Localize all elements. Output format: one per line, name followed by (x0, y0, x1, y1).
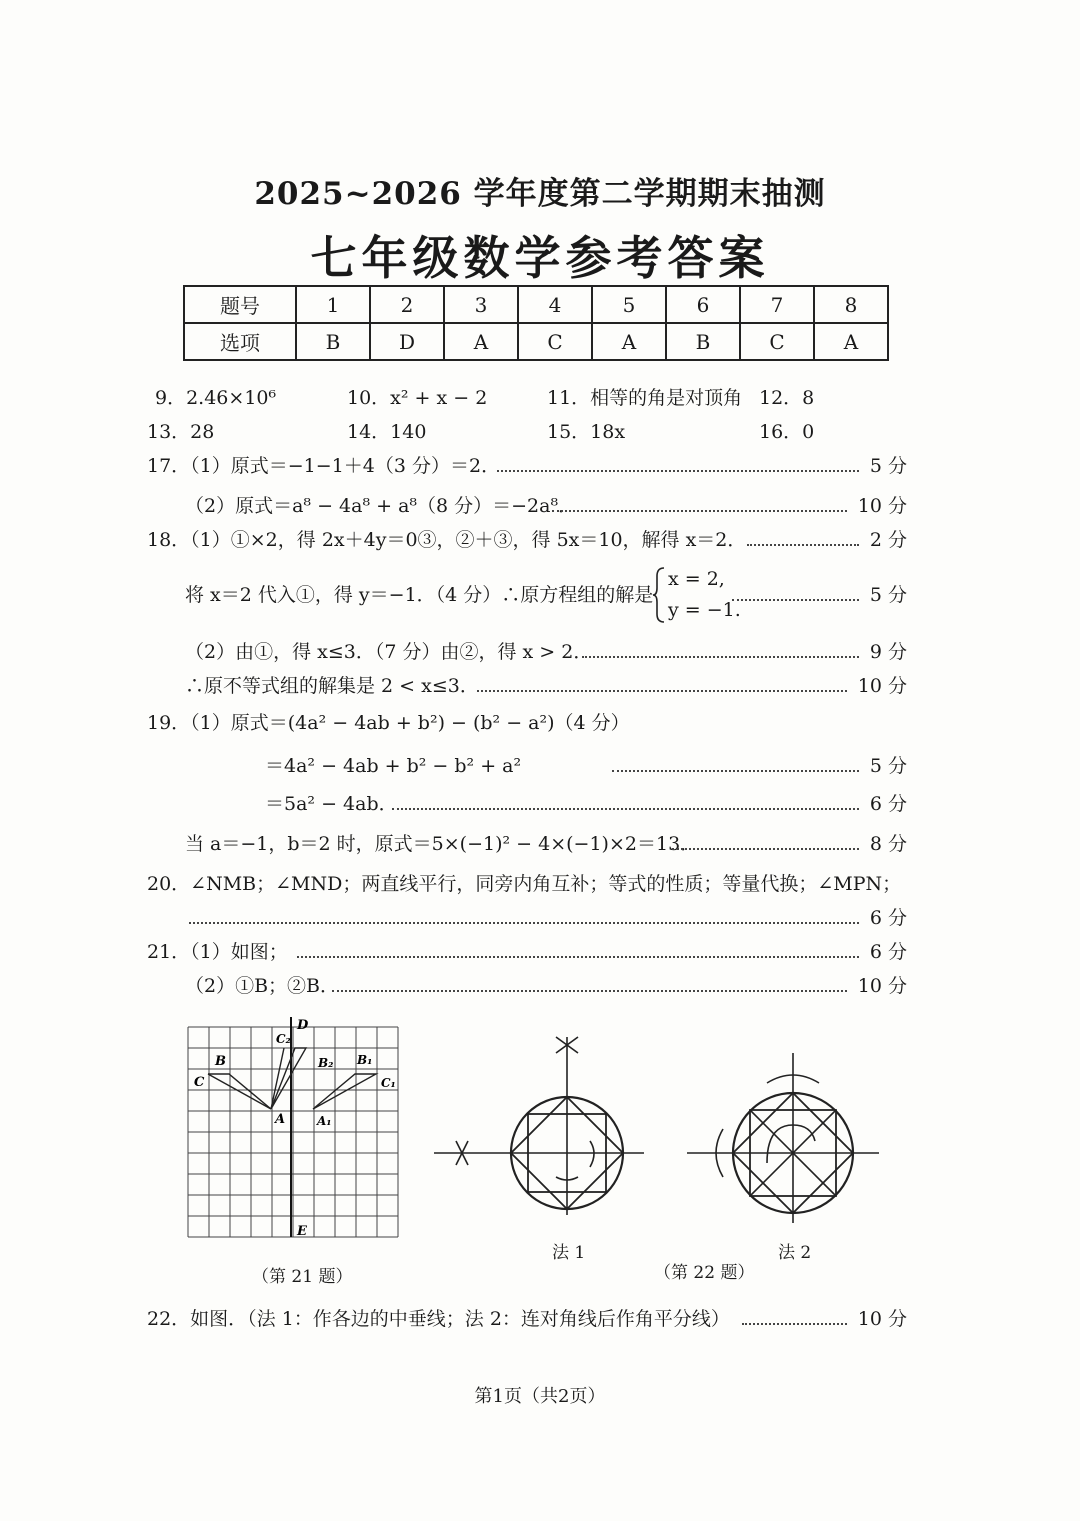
leader-dots (477, 690, 847, 692)
q19-line-2 (147, 750, 907, 782)
leader-dots (747, 544, 859, 546)
score: 2 分 (869, 529, 907, 551)
leader-dots (742, 1323, 847, 1325)
score: 6 分 (869, 907, 907, 929)
table-cell: A (592, 323, 666, 360)
label-e: E (297, 1224, 307, 1239)
q18-part2: 将 x＝2 代入①，得 y＝−1．（4 分）∴原方程组的解是 (185, 584, 654, 606)
method-1-label: 法 1 (552, 1243, 586, 1263)
system-solution-x: x = 2, (668, 568, 725, 590)
table-cell: 2 (370, 286, 444, 323)
q22-text: 22．如图．（法 1：作各边的中垂线；法 2：连对角线后作角平分线） (147, 1308, 730, 1330)
exam-title: 2025~2026 学年度第二学期期末抽测 (254, 176, 826, 212)
score: 10 分 (857, 1308, 907, 1330)
score: 5 分 (869, 755, 907, 777)
score: 5 分 (869, 455, 907, 477)
q17-part2: （2）原式＝a⁸ − 4a⁸ + a⁸（8 分）＝−2a⁸． (185, 495, 578, 517)
leader-dots (497, 470, 859, 472)
label-c1: C₁ (381, 1076, 396, 1090)
score: 10 分 (857, 675, 907, 697)
q18-part4: ∴原不等式组的解集是 2 < x≤3． (185, 675, 479, 697)
q20-text: 20．∠NMB；∠MND；两直线平行，同旁内角互补；等式的性质；等量代换；∠MPN； (147, 873, 902, 895)
q19-line-1 (147, 707, 907, 739)
choice-answer-table (183, 285, 889, 361)
answer-q11: 11．相等的角是对顶角 (547, 387, 743, 409)
q20-line-1 (147, 868, 907, 900)
table-cell: 8 (814, 286, 888, 323)
score: 8 分 (869, 833, 907, 855)
leader-dots (189, 922, 859, 924)
q18-part3: （2）由①，得 x≤3．（7 分）由②，得 x > 2． (185, 641, 593, 663)
label-b1: B₁ (357, 1053, 373, 1067)
q21-part1: 21．（1）如图； (147, 941, 288, 963)
table-cell: C (518, 323, 592, 360)
table-cell: B (666, 323, 740, 360)
figure-22-caption: （第 22 题） (654, 1263, 755, 1283)
answer-q15: 15．18x (547, 421, 626, 443)
label-a1: A₁ (317, 1114, 332, 1128)
table-cell: 7 (740, 286, 814, 323)
label-b: B (215, 1054, 226, 1069)
answer-q14: 14．140 (347, 421, 427, 443)
system-solution-y: y = −1. (668, 599, 741, 621)
answer-q13: 13．28 (147, 421, 215, 443)
table-cell: 1 (296, 286, 370, 323)
label-c2: C₂ (276, 1032, 291, 1046)
leader-dots (332, 990, 847, 992)
q18-line-3 (147, 636, 907, 668)
table-cell: D (370, 323, 444, 360)
q19-part2: ＝4a² − 4ab + b² − b² + a² (265, 755, 522, 777)
fill-row-1 (147, 382, 907, 414)
label-b2: B₂ (318, 1056, 334, 1070)
q18-line-1 (147, 524, 907, 556)
answer-q10: 10．x² + x − 2 (347, 387, 488, 409)
fill-row-2 (147, 416, 907, 448)
q18-line-2 (147, 579, 907, 611)
leader-dots (392, 808, 859, 810)
score: 10 分 (857, 975, 907, 997)
table-cell: 5 (592, 286, 666, 323)
leader-dots (672, 848, 859, 850)
figure-22-method-1 (430, 1025, 650, 1235)
answer-key-title: 七年级数学参考答案 (310, 231, 770, 285)
figure-21-caption: （第 21 题） (252, 1267, 353, 1287)
leader-dots (552, 510, 847, 512)
table-cell: 6 (666, 286, 740, 323)
q19-part1: 19．（1）原式＝(4a² − 4ab + b²) − (b² − a²)（4 分） (147, 712, 630, 734)
table-cell: A (444, 323, 518, 360)
brace-icon (652, 566, 666, 624)
table-cell: B (296, 323, 370, 360)
leader-dots (732, 599, 859, 601)
method-2-label: 法 2 (778, 1243, 812, 1263)
score: 6 分 (869, 793, 907, 815)
table-cell: A (814, 323, 888, 360)
leader-dots (582, 656, 859, 658)
table-cell: 3 (444, 286, 518, 323)
table-header-option: 选项 (184, 323, 296, 360)
figure-21-grid (180, 1005, 420, 1245)
q21-line-1 (147, 936, 907, 968)
label-a: A (275, 1112, 286, 1127)
table-cell: C (740, 323, 814, 360)
table-row (184, 286, 888, 323)
q18-part1: 18．（1）①×2，得 2x＋4y＝0③，②＋③，得 5x＝10，解得 x＝2． (147, 529, 747, 551)
q17-line-1 (147, 450, 907, 482)
figure-22-method-2 (685, 1045, 885, 1235)
answer-q9: 9．2.46×10⁶ (155, 387, 277, 409)
q19-part3: ＝5a² − 4ab． (265, 793, 398, 815)
q18-line-4 (147, 670, 907, 702)
q19-line-3 (147, 788, 907, 820)
q21-part2: （2）①B；②B． (185, 975, 340, 997)
leader-dots (297, 956, 859, 958)
page-footer: 第1页（共2页） (474, 1386, 606, 1407)
q20-line-2 (147, 902, 907, 934)
score: 10 分 (857, 495, 907, 517)
q19-line-4 (147, 828, 907, 860)
score: 9 分 (869, 641, 907, 663)
leader-dots (612, 770, 859, 772)
label-c: C (194, 1075, 205, 1090)
q17-line-2 (147, 490, 907, 522)
q17-part1: 17．（1）原式＝−1−1＋4（3 分）＝2． (147, 455, 501, 477)
table-row (184, 323, 888, 360)
q22-line (147, 1303, 907, 1335)
answer-q12: 12．8 (759, 387, 815, 409)
table-header-number: 题号 (184, 286, 296, 323)
q19-part4: 当 a＝−1，b＝2 时，原式＝5×(−1)² − 4×(−1)×2＝13． (185, 833, 700, 855)
answer-q16: 16．0 (759, 421, 815, 443)
score: 6 分 (869, 941, 907, 963)
table-cell: 4 (518, 286, 592, 323)
score: 5 分 (869, 584, 907, 606)
q21-line-2 (147, 970, 907, 1002)
label-d: D (297, 1018, 309, 1033)
